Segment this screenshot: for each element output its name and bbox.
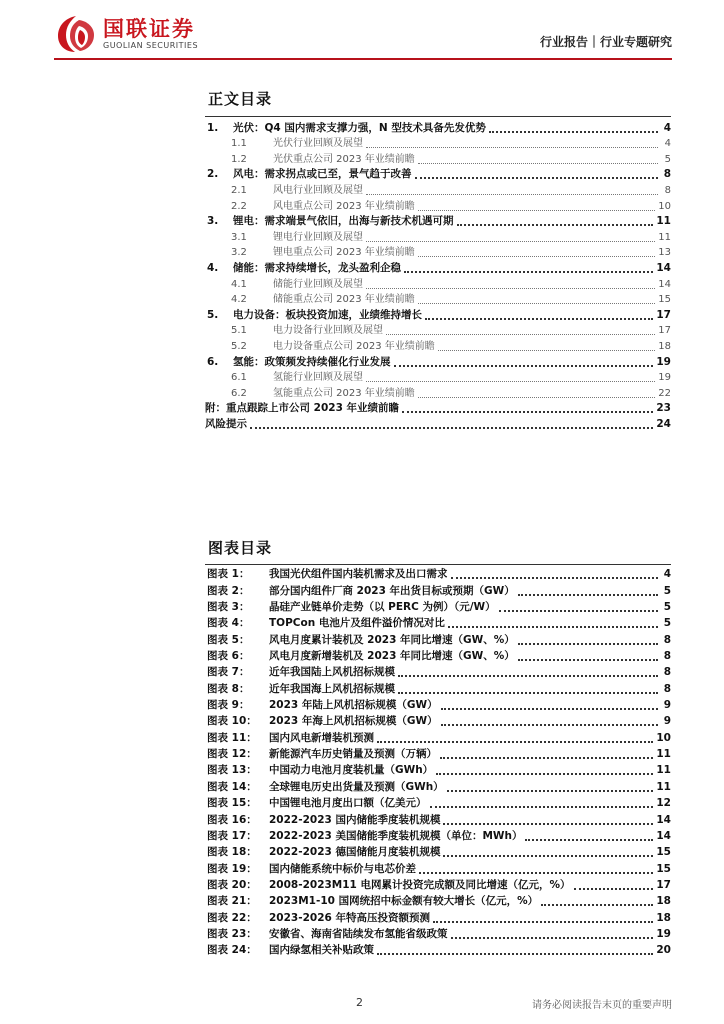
entry-page: 18 — [656, 895, 671, 908]
disclaimer-note: 请务必阅读报告末页的重要声明 — [532, 1000, 672, 1011]
figure-list-item[interactable] — [205, 598, 671, 614]
entry-page: 5 — [663, 601, 671, 614]
dot-leader — [377, 952, 653, 955]
entry-page: 9 — [663, 715, 671, 728]
entry-number: 图表 9： — [207, 699, 250, 712]
dot-leader — [366, 240, 655, 242]
entry-page: 8 — [664, 184, 671, 196]
entry-label: 中国动力电池月度装机量（GWh） — [269, 764, 434, 777]
figure-list-item[interactable] — [205, 892, 671, 908]
dot-leader — [415, 176, 659, 179]
entry-label: 氢能行业回顾及展望 — [273, 372, 363, 384]
entry-label: 锂电重点公司 2023 年业绩前瞻 — [273, 247, 415, 259]
dot-leader — [541, 903, 653, 906]
entry-label: 2022-2023 美国储能季度装机规模（单位：MWh） — [269, 829, 523, 842]
toc-subsection-item[interactable] — [205, 244, 671, 260]
figure-list-item[interactable] — [205, 794, 671, 810]
toc-section-item[interactable] — [205, 415, 671, 431]
entry-number: 图表 19： — [207, 862, 257, 875]
entry-page: 14 — [656, 829, 671, 842]
entry-page: 15 — [656, 846, 671, 859]
entry-number: 图表 10： — [207, 715, 257, 728]
entry-page: 18 — [658, 340, 671, 352]
entry-page: 14 — [658, 278, 671, 290]
entry-number: 图表 14： — [207, 780, 257, 793]
entry-label: 2023 年海上风机招标规模（GW） — [269, 715, 438, 728]
toc-section-item[interactable] — [205, 259, 671, 275]
dot-leader — [499, 609, 658, 612]
report-type: 行业报告｜行业专题研究 — [539, 35, 672, 49]
entry-page: 19 — [656, 927, 671, 940]
dot-leader — [457, 223, 654, 226]
brand-name-en: GUOLIAN SECURITIES — [103, 41, 199, 50]
toc-title: 正文目录 — [208, 90, 273, 108]
entry-number: 图表 18： — [207, 846, 257, 859]
entry-label: 储能重点公司 2023 年业绩前瞻 — [273, 294, 415, 306]
dot-leader — [430, 805, 654, 808]
entry-page: 23 — [656, 402, 671, 415]
dot-leader — [398, 674, 658, 677]
entry-page: 15 — [658, 294, 671, 306]
entry-page: 10 — [658, 200, 671, 212]
entry-number: 5.2 — [231, 340, 247, 352]
figure-list-item[interactable] — [205, 581, 671, 597]
figure-list-item[interactable] — [205, 630, 671, 646]
toc-subsection-item[interactable] — [205, 322, 671, 338]
entry-label: 全球锂电历史出货量及预测（GWh） — [269, 780, 444, 793]
entry-number: 图表 3： — [207, 601, 250, 614]
entry-number: 图表 22： — [207, 911, 257, 924]
entry-page: 19 — [656, 355, 671, 368]
dot-leader — [398, 691, 658, 694]
dot-leader — [394, 364, 654, 367]
entry-page: 19 — [658, 372, 671, 384]
entry-number: 1.1 — [231, 138, 247, 150]
dot-leader — [518, 658, 658, 661]
entry-number: 4. — [207, 261, 219, 274]
dot-leader — [404, 270, 653, 273]
dot-leader — [250, 426, 653, 429]
dot-leader — [418, 302, 655, 304]
dot-leader — [451, 576, 659, 579]
toc-subsection-item[interactable] — [205, 291, 671, 307]
entry-page: 8 — [663, 650, 671, 663]
entry-number: 图表 23： — [207, 927, 257, 940]
entry-page: 17 — [656, 878, 671, 891]
toc-subsection-item[interactable] — [205, 337, 671, 353]
dot-leader — [518, 593, 658, 596]
entry-page: 8 — [663, 633, 671, 646]
entry-label: 近年我国海上风机招标规模 — [269, 682, 395, 695]
dot-leader — [366, 146, 658, 148]
entry-label: 安徽省、海南省陆续发布氢能省级政策 — [269, 927, 448, 940]
toc-section-item[interactable] — [205, 306, 671, 322]
entry-number: 4.1 — [231, 278, 247, 290]
figure-list-item[interactable] — [205, 925, 671, 941]
entry-label: 锂电行业回顾及展望 — [273, 231, 363, 243]
figure-list-item[interactable] — [205, 614, 671, 630]
figure-list-item[interactable] — [205, 679, 671, 695]
entry-label: 晶硅产业链单价走势（以 PERC 为例）（元/W） — [269, 601, 496, 614]
dot-leader — [402, 410, 653, 413]
brand-name-cn: 国联证券 — [103, 17, 195, 41]
toc-subsection-item[interactable] — [205, 275, 671, 291]
entry-number: 1. — [207, 121, 219, 134]
entry-number: 2.1 — [231, 184, 247, 196]
entry-page: 11 — [656, 748, 671, 761]
entry-page: 5 — [664, 153, 671, 165]
entry-page: 8 — [663, 666, 671, 679]
table-of-contents — [205, 119, 671, 431]
entry-label: 光伏重点公司 2023 年业绩前瞻 — [273, 153, 415, 165]
entry-label: 风电月度累计装机及 2023 年同比增速（GW、%） — [269, 633, 515, 646]
figure-list-item[interactable] — [205, 712, 671, 728]
toc-subsection-item[interactable] — [205, 384, 671, 400]
entry-label: 氢能：政策频发持续催化行业发展 — [233, 355, 391, 368]
toc-title-rule — [205, 116, 671, 117]
entry-number: 图表 4： — [207, 617, 250, 630]
entry-number: 图表 13： — [207, 764, 257, 777]
entry-number: 图表 11： — [207, 731, 257, 744]
entry-number: 6. — [207, 355, 219, 368]
toc-section-item[interactable] — [205, 400, 671, 416]
dot-leader — [433, 920, 653, 923]
entry-label: 风电：需求拐点或已至，景气趋于改善 — [233, 168, 412, 181]
dot-leader — [441, 707, 658, 710]
toc-section-item[interactable] — [205, 166, 671, 182]
entry-page: 5 — [663, 584, 671, 597]
dot-leader — [525, 838, 653, 841]
entry-label: 新能源汽车历史销量及预测（万辆） — [269, 748, 437, 761]
toc-subsection-item[interactable] — [205, 181, 671, 197]
dot-leader — [518, 642, 658, 645]
figure-list-item[interactable] — [205, 761, 671, 777]
entry-page: 24 — [656, 417, 671, 430]
figure-list-item[interactable] — [205, 696, 671, 712]
dot-leader — [377, 740, 653, 743]
toc-subsection-item[interactable] — [205, 228, 671, 244]
entry-label: 2022-2023 国内储能季度装机规模 — [269, 813, 441, 826]
toc-section-item[interactable] — [205, 213, 671, 229]
dot-leader — [443, 822, 653, 825]
entry-page: 11 — [656, 780, 671, 793]
dot-leader — [366, 193, 658, 195]
dot-leader — [366, 287, 655, 289]
entry-label: 我国光伏组件国内装机需求及出口需求 — [269, 568, 448, 581]
page-number: 2 — [356, 996, 363, 1009]
entry-number: 4.2 — [231, 294, 247, 306]
dot-leader — [447, 789, 654, 792]
entry-page: 12 — [656, 797, 671, 810]
entry-label: 中国锂电池月度出口额（亿美元） — [269, 797, 427, 810]
dot-leader — [425, 317, 653, 320]
figure-list-item[interactable] — [205, 876, 671, 892]
entry-label: 风险提示 — [205, 417, 247, 430]
entry-page: 11 — [656, 215, 671, 228]
dot-leader — [574, 887, 654, 890]
dot-leader — [366, 380, 655, 382]
entry-page: 9 — [663, 699, 671, 712]
entry-label: 光伏行业回顾及展望 — [273, 138, 363, 150]
entry-number: 5. — [207, 308, 219, 321]
dot-leader — [436, 772, 653, 775]
entry-number: 图表 1： — [207, 568, 250, 581]
entry-page: 13 — [658, 247, 671, 259]
toc-subsection-item[interactable] — [205, 369, 671, 385]
entry-label: 储能行业回顾及展望 — [273, 278, 363, 290]
dot-leader — [448, 625, 658, 628]
logo-icon — [55, 14, 97, 54]
entry-number: 图表 15： — [207, 797, 257, 810]
figure-list-item[interactable] — [205, 810, 671, 826]
figure-list-item[interactable] — [205, 663, 671, 679]
entry-page: 18 — [656, 911, 671, 924]
entry-label: 风电月度新增装机及 2023 年同比增速（GW、%） — [269, 650, 515, 663]
entry-label: 光伏：Q4 国内需求支撑力强，N 型技术具备先发优势 — [233, 121, 486, 134]
entry-number: 2.2 — [231, 200, 247, 212]
entry-page: 14 — [656, 261, 671, 274]
dot-leader — [386, 333, 655, 335]
entry-label: 附：重点跟踪上市公司 2023 年业绩前瞻 — [205, 402, 400, 415]
entry-page: 8 — [663, 682, 671, 695]
figure-list-item[interactable] — [205, 565, 671, 581]
page-header — [0, 0, 724, 66]
entry-number: 6.2 — [231, 387, 247, 399]
entry-number: 3. — [207, 215, 219, 228]
entry-page: 5 — [663, 617, 671, 630]
entry-number: 图表 8： — [207, 682, 250, 695]
entry-page: 4 — [663, 568, 671, 581]
dot-leader — [418, 162, 658, 164]
entry-label: 风电行业回顾及展望 — [273, 184, 363, 196]
entry-page: 17 — [658, 325, 671, 337]
entry-page: 8 — [663, 168, 671, 181]
toc-section-item[interactable] — [205, 119, 671, 135]
dot-leader — [443, 854, 653, 857]
entry-number: 6.1 — [231, 372, 247, 384]
entry-number: 图表 24： — [207, 944, 257, 957]
entry-page: 20 — [656, 944, 671, 957]
entry-label: 电力设备行业回顾及展望 — [273, 325, 383, 337]
entry-page: 4 — [664, 138, 671, 150]
entry-number: 1.2 — [231, 153, 247, 165]
figure-list-item[interactable] — [205, 728, 671, 744]
entry-number: 5.1 — [231, 325, 247, 337]
dot-leader — [419, 871, 653, 874]
entry-number: 图表 17： — [207, 829, 257, 842]
entry-page: 14 — [656, 813, 671, 826]
brand-logo — [55, 14, 198, 54]
entry-label: 电力设备：板块投资加速，业绩维持增长 — [233, 308, 422, 321]
entry-label: 部分国内组件厂商 2023 年出货目标或预期（GW） — [269, 584, 515, 597]
entry-page: 15 — [656, 862, 671, 875]
entry-label: TOPCon 电池片及组件溢价情况对比 — [269, 617, 445, 630]
entry-page: 11 — [658, 231, 671, 243]
entry-page: 22 — [658, 387, 671, 399]
entry-label: 2023M1-10 国网统招中标金额有较大增长（亿元，%） — [269, 895, 539, 908]
entry-label: 近年我国陆上风机招标规模 — [269, 666, 395, 679]
figure-list-item[interactable] — [205, 941, 671, 957]
toc-subsection-item[interactable] — [205, 135, 671, 151]
entry-label: 国内储能系统中标价与电芯价差 — [269, 862, 416, 875]
dot-leader — [440, 756, 653, 759]
header-divider — [54, 58, 672, 60]
entry-number: 图表 7： — [207, 666, 250, 679]
figure-list — [205, 565, 671, 957]
dot-leader — [418, 255, 655, 257]
entry-label: 氢能重点公司 2023 年业绩前瞻 — [273, 387, 415, 399]
figure-list-item[interactable] — [205, 777, 671, 793]
toc-subsection-item[interactable] — [205, 150, 671, 166]
figure-list-item[interactable] — [205, 843, 671, 859]
dot-leader — [438, 349, 655, 351]
figure-list-item[interactable] — [205, 647, 671, 663]
figure-list-item[interactable] — [205, 745, 671, 761]
entry-page: 17 — [656, 308, 671, 321]
dot-leader — [489, 130, 658, 133]
figures-title: 图表目录 — [208, 539, 273, 557]
dot-leader — [418, 396, 655, 398]
entry-label: 锂电：需求端景气依旧，出海与新技术机遇可期 — [233, 215, 454, 228]
entry-label: 2008-2023M11 电网累计投资完成额及同比增速（亿元，%） — [269, 878, 571, 891]
entry-page: 10 — [656, 731, 671, 744]
entry-number: 图表 5： — [207, 633, 250, 646]
entry-number: 图表 2： — [207, 584, 250, 597]
entry-number: 图表 21： — [207, 895, 257, 908]
entry-number: 3.2 — [231, 247, 247, 259]
entry-label: 2023-2026 年特高压投资额预测 — [269, 911, 430, 924]
entry-label: 储能：需求持续增长，龙头盈利企稳 — [233, 261, 401, 274]
entry-number: 2. — [207, 168, 219, 181]
entry-label: 2023 年陆上风机招标规模（GW） — [269, 699, 438, 712]
toc-subsection-item[interactable] — [205, 197, 671, 213]
entry-label: 国内绿氢相关补贴政策 — [269, 944, 374, 957]
entry-number: 图表 6： — [207, 650, 250, 663]
figure-list-item[interactable] — [205, 908, 671, 924]
entry-number: 图表 12： — [207, 748, 257, 761]
entry-page: 4 — [663, 121, 671, 134]
figure-list-item[interactable] — [205, 827, 671, 843]
entry-number: 图表 20： — [207, 878, 257, 891]
toc-section-item[interactable] — [205, 353, 671, 369]
entry-label: 国内风电新增装机预测 — [269, 731, 374, 744]
entry-label: 2022-2023 德国储能月度装机规模 — [269, 846, 441, 859]
entry-number: 3.1 — [231, 231, 247, 243]
dot-leader — [441, 723, 658, 726]
entry-page: 11 — [656, 764, 671, 777]
dot-leader — [451, 936, 654, 939]
figure-list-item[interactable] — [205, 859, 671, 875]
entry-number: 图表 16： — [207, 813, 257, 826]
entry-label: 风电重点公司 2023 年业绩前瞻 — [273, 200, 415, 212]
entry-label: 电力设备重点公司 2023 年业绩前瞻 — [273, 340, 435, 352]
dot-leader — [418, 209, 655, 211]
